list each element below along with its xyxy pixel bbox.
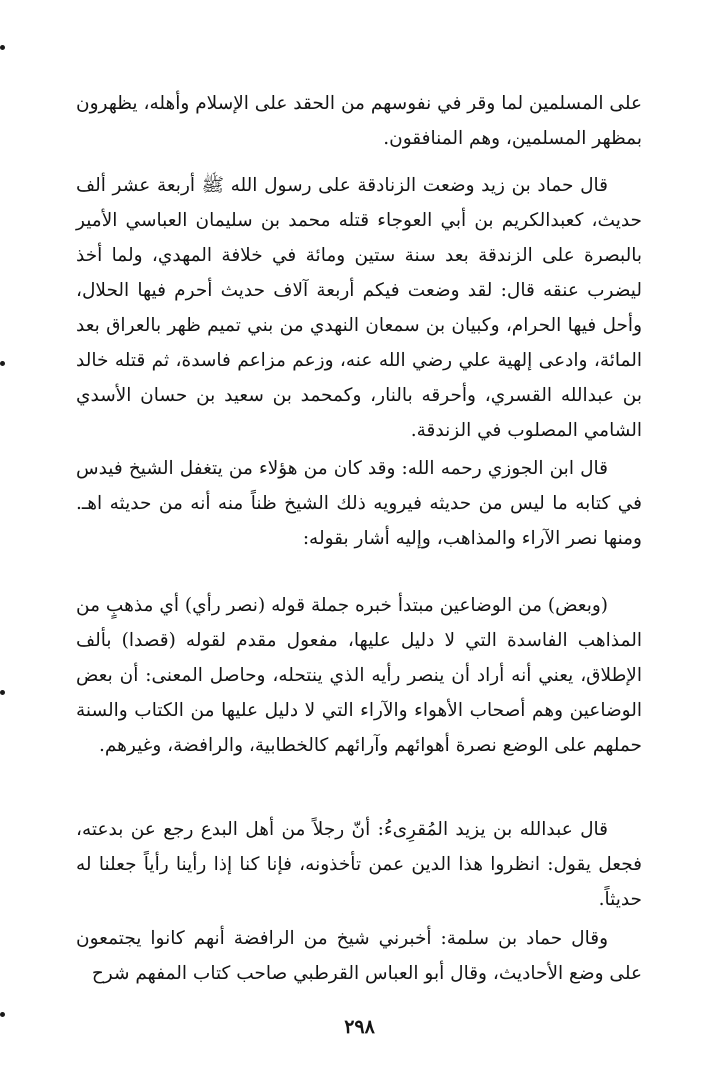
margin-dot <box>0 1012 5 1017</box>
margin-dot <box>0 45 5 50</box>
paragraph-ibn-al-jawzi: قال ابن الجوزي رحمه الله: وقد كان من هؤلاء من يتغفل الشيخ فيدس في كتابه ما ليس من حديثه فيرويه ذلك الشيخ ظناً منه أنه من حديثه اهـ. ومنها نصر الآراء والمذاهب، وإليه أشار بقوله: <box>76 458 642 549</box>
paragraph-abdullah-ibn-yazid: قال عبدالله بن يزيد المُقرِىءُ: أنّ رجلاً من أهل البدع رجع عن بدعته، فجعل يقول: انظروا هذا الدين عمن تأخذونه، فإنا كنا إذا رأينا رأياً جعلنا له حديثاً. <box>76 819 642 910</box>
page-number: ٢٩٨ <box>344 1016 375 1038</box>
margin-dot <box>0 361 5 366</box>
paragraph-continuation: على المسلمين لما وقر في نفوسهم من الحقد على الإسلام وأهله، يظهرون بمظهر المسلمين، وهم المنافقون. <box>76 93 642 149</box>
paragraph-commentary: (وبعض) من الوضاعين مبتدأ خبره جملة قوله (نصر رأي) أي مذهبٍ من المذاهب الفاسدة التي لا دليل عليها، مفعول مقدم لقوله (قصدا) بألف الإطلاق، يعني أنه أراد أن ينصر رأيه الذي ينتحله، وحاصل المعنى: أن بعض الوضاعين وهم أصحاب الأهواء والآراء التي لا دليل عليها من الكتاب والسنة حملهم على الوضع نصرة أهوائهم وآرائهم كالخطابية، والرافضة، وغيرهم. <box>76 595 642 756</box>
margin-dot <box>0 690 5 695</box>
paragraph-hammad-ibn-zayd: قال حماد بن زيد وضعت الزنادقة على رسول الله ﷺ أربعة عشر ألف حديث، كعبدالكريم بن أبي العوجاء قتله محمد بن سليمان العباسي الأمير بالبصرة على الزندقة بعد سنة ستين ومائة في خلافة المهدي، ولما أخذ ليضرب عنقه قال: لقد وضعت فيكم أربعة آلاف حديث أحرم فيها الحلال، وأحل فيها الحرام، وكبيان بن سمعان النهدي من بني تميم ظهر بالعراق بعد المائة، وادعى إلهية علي رضي الله عنه، وزعم مزاعم فاسدة، ثم قتله خالد بن عبدالله القسري، وأحرقه بالنار، وكمحمد بن سعيد بن حسان الأسدي الشامي المصلوب في الزندقة. <box>76 175 642 441</box>
paragraph-hammad-ibn-salamah: وقال حماد بن سلمة: أخبرني شيخ من الرافضة أنهم كانوا يجتمعون على وضع الأحاديث، وقال أبو العباس القرطبي صاحب كتاب المفهم شرح <box>76 928 642 984</box>
